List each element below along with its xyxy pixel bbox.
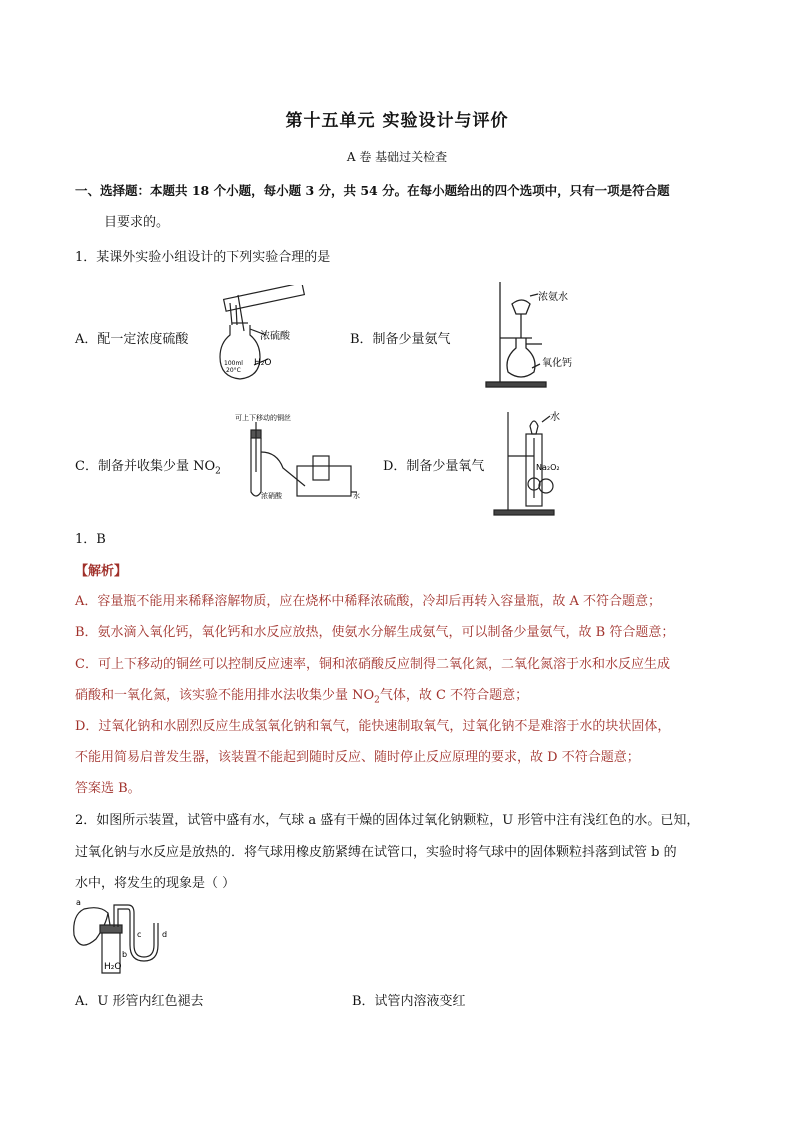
svg-text:20°C: 20°C — [226, 367, 241, 374]
svg-text:a: a — [76, 898, 81, 907]
q2-stem-1: 2．如图所示装置，试管中盛有水，气球 a 盛有干燥的固体过氧化钠颗粒，U 形管中注有浅红色的水。已知， — [75, 813, 700, 828]
svg-text:氧化钙: 氧化钙 — [542, 358, 572, 369]
q1-option-a: A．配一定浓度硫酸 — [75, 332, 189, 347]
svg-text:c: c — [137, 930, 142, 939]
analysis-label: 【解析】 — [75, 564, 128, 579]
analysis-a: A．容量瓶不能用来稀释溶解物质，应在烧杯中稀释浓硫酸，冷却后再转入容量瓶，故 A 不符合题意； — [75, 594, 662, 609]
page-subtitle: A 卷 基础过关检查 — [346, 150, 448, 164]
section-intro-1: 一、选择题：本题共 18 个小题，每小题 3 分，共 54 分。在每小题给出的四个选项中，只有一项是符合题 — [75, 183, 670, 198]
svg-text:H₂O: H₂O — [254, 358, 272, 368]
q2-option-b: B．试管内溶液变红 — [352, 994, 466, 1009]
figure-volumetric-flask — [210, 285, 320, 390]
q2-stem-2: 过氧化钠与水反应是放热的．将气球用橡皮筋紧缚在试管口，实验时将气球中的固体颗粒抖落到试管 b 的 — [75, 845, 677, 860]
analysis-d-2: 不能用简易启普发生器，该装置不能起到随时反应、随时停止反应原理的要求，故 D 不符合题意； — [75, 750, 640, 765]
figure-no2-apparatus — [235, 412, 365, 507]
svg-text:可上下移动的铜丝: 可上下移动的铜丝 — [235, 414, 291, 422]
q1-option-d: D．制备少量氧气 — [383, 459, 485, 474]
figure-u-tube-apparatus — [70, 895, 190, 980]
svg-text:浓氨水: 浓氨水 — [538, 292, 568, 303]
figure-oxygen-apparatus — [490, 408, 580, 518]
svg-text:浓硝酸: 浓硝酸 — [261, 492, 282, 500]
q1-answer: 1．B — [75, 532, 106, 547]
svg-text:Na₂O₂: Na₂O₂ — [536, 463, 560, 472]
analysis-b: B．氨水滴入氧化钙，氧化钙和水反应放热，使氨水分解生成氨气，可以制备少量氨气，故 B 符合题意； — [75, 625, 675, 640]
q1-option-b: B．制备少量氨气 — [350, 332, 451, 347]
section-intro-2: 目要求的。 — [104, 215, 170, 230]
svg-text:水: 水 — [353, 492, 360, 500]
figure-ammonia-apparatus — [482, 278, 612, 393]
analysis-final: 答案选 B。 — [75, 781, 141, 796]
analysis-d-1: D．过氧化钠和水剧烈反应生成氢氧化钠和氧气，能快速制取氧气，过氧化钠不是难溶于水的块状固体， — [75, 719, 671, 734]
q2-option-a: A．U 形管内红色褪去 — [75, 994, 204, 1009]
q1-option-c: C．制备并收集少量 $NO_2$ — [75, 459, 221, 477]
svg-text:b: b — [122, 950, 128, 959]
analysis-c-1: C．可上下移动的铜丝可以控制反应速率，铜和浓硝酸反应制得二氧化氮，二氧化氮溶于水和水反应生成 — [75, 657, 670, 672]
svg-text:浓硫酸: 浓硫酸 — [260, 331, 290, 342]
q1-stem: 1．某课外实验小组设计的下列实验合理的是 — [75, 250, 331, 265]
q2-stem-3: 水中，将发生的现象是（ ） — [75, 876, 236, 891]
svg-text:水: 水 — [550, 412, 560, 423]
svg-text:H₂O: H₂O — [104, 962, 122, 972]
analysis-c-2: 硝酸和一氧化氮，该实验不能用排水法收集少量 $NO_2$气体，故 C 不符合题意； — [75, 688, 529, 706]
page-title: 第十五单元 实验设计与评价 — [285, 111, 509, 131]
svg-text:100ml: 100ml — [224, 360, 243, 367]
svg-text:d: d — [162, 930, 168, 939]
